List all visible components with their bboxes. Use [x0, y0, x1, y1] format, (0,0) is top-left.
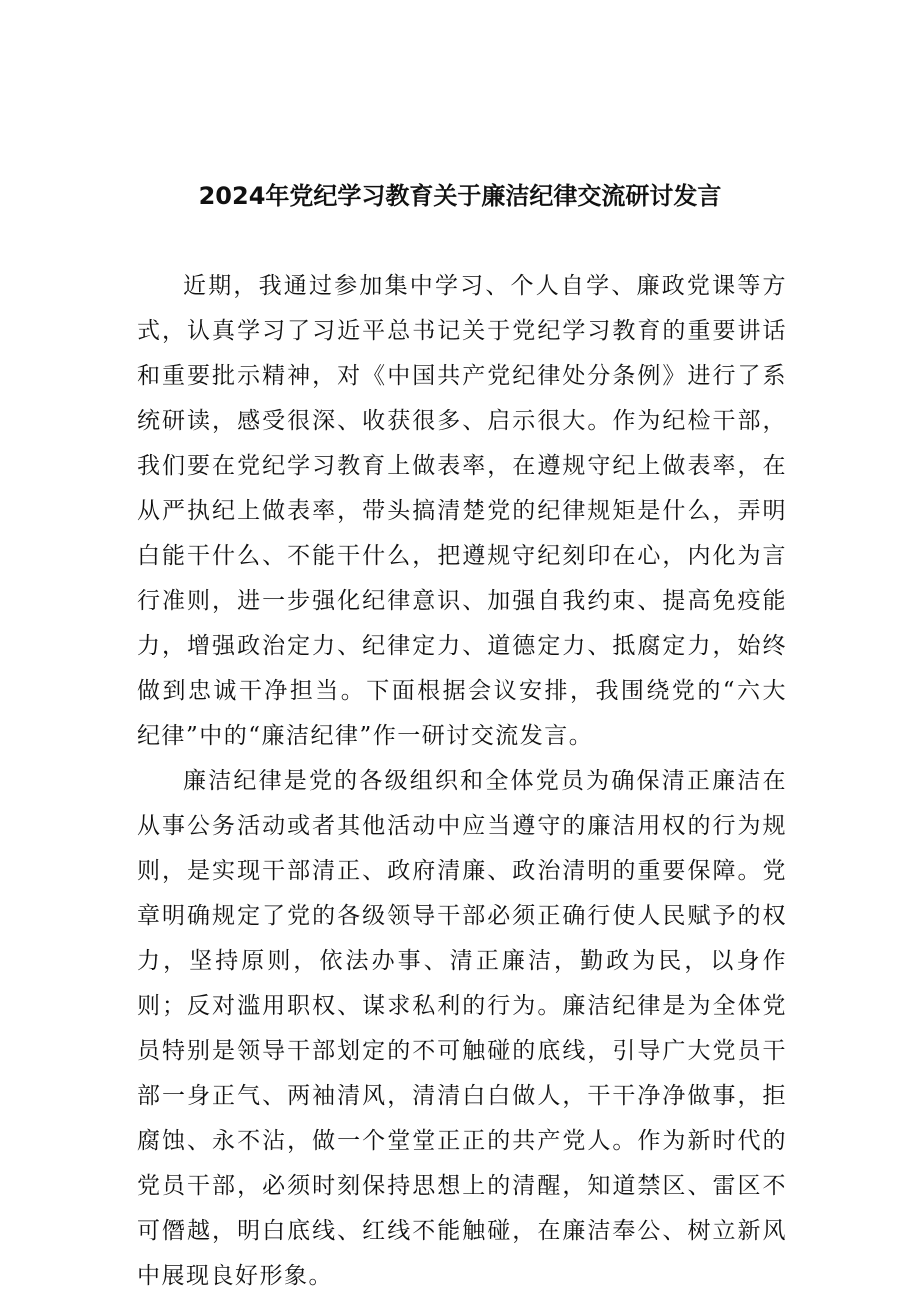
document-title: 2024年党纪学习教育关于廉洁纪律交流研讨发言: [198, 182, 722, 210]
paragraph: 近期，我通过参加集中学习、个人自学、廉政党课等方式，认真学习了习近平总书记关于党纪学习教育的重要讲话和重要批示精神，对《中国共产党纪律处分条例》进行了系统研读，感受很深、收获很多、启示很大。作为纪检干部，我们要在党纪学习教育上做表率，在遵规守纪上做表率，在从严执纪上做表率，带头搞清楚党的纪律规矩是什么，弄明白能干什么、不能干什么，把遵规守纪刻印在心，内化为言行准则，进一步强化纪律意识、加强自我约束、提高免疫能力，增强政治定力、纪律定力、道德定力、抵腐定力，始终做到忠诚干净担当。下面根据会议安排，我围绕党的“六大纪律”中的“廉洁纪律”作一研讨交流发言。: [137, 273, 787, 749]
paragraph: 廉洁纪律是党的各级组织和全体党员为确保清正廉洁在从事公务活动或者其他活动中应当遵守的廉洁用权的行为规则，是实现干部清正、政府清廉、政治清明的重要保障。党章明确规定了党的各级领导干部必须正确行使人民赋予的权力，坚持原则，依法办事、清正廉洁，勤政为民，以身作则；反对滥用职权、谋求私利的行为。廉洁纪律是为全体党员特别是领导干部划定的不可触碰的底线，引导广大党员干部一身正气、两袖清风，清清白白做人，干干净净做事，拒腐蚀、永不沾，做一个堂堂正正的共产党人。作为新时代的党员干部，必须时刻保持思想上的清醒，知道禁区、雷区不可僭越，明白底线、红线不能触碰，在廉洁奉公、树立新风中展现良好形象。: [137, 768, 787, 1289]
document-body: [137, 264, 787, 1299]
